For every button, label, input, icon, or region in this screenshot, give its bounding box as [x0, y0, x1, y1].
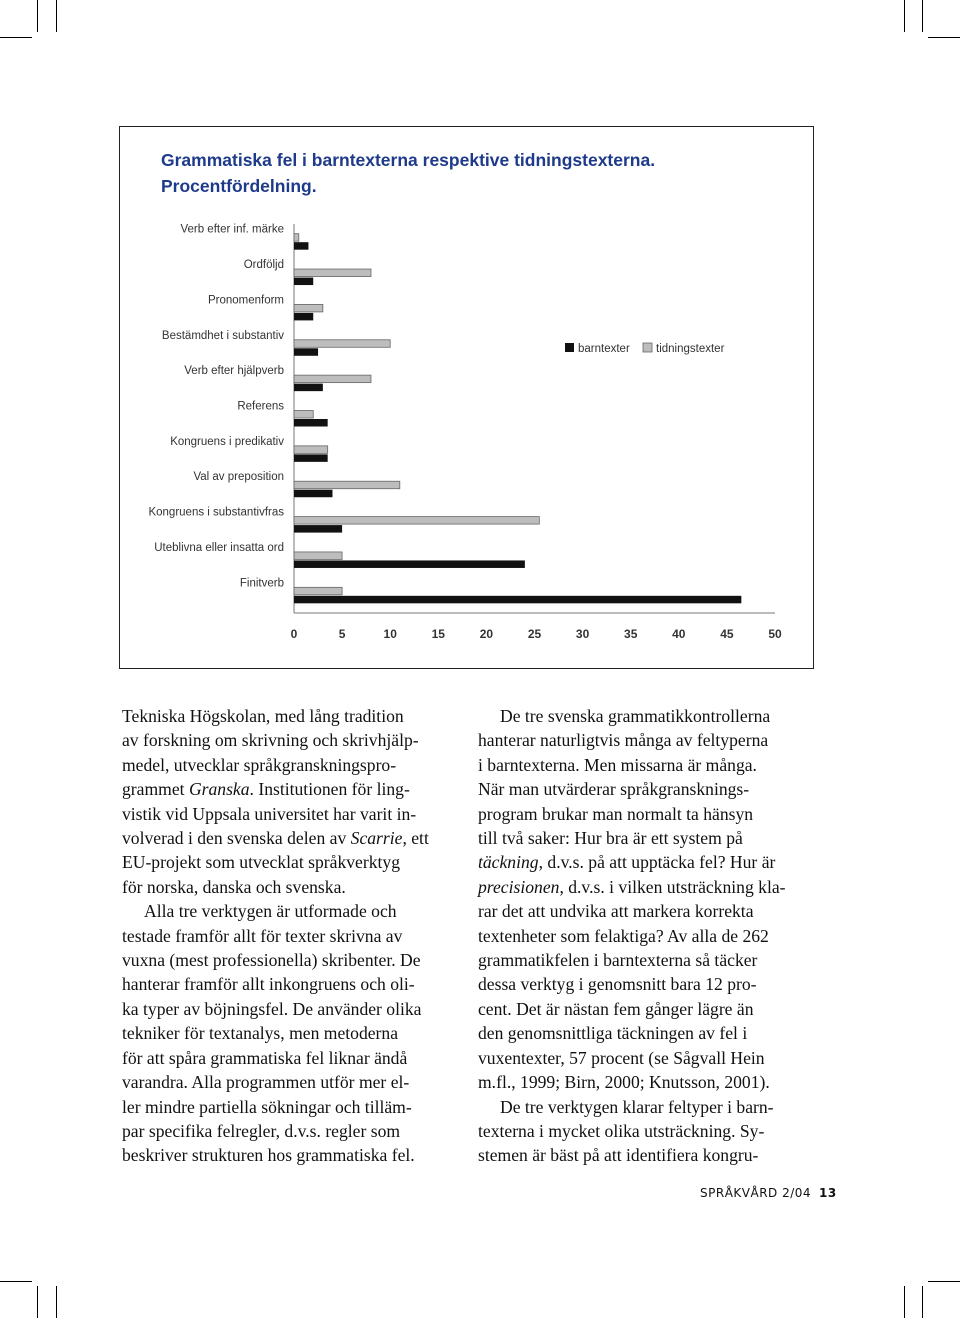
bar-barntexter	[294, 384, 323, 392]
legend-swatch-barntexter	[565, 343, 574, 352]
x-tick-label: 5	[338, 627, 346, 641]
category-label: Ordföljd	[243, 259, 284, 272]
italic-term: precisionen	[478, 876, 560, 897]
bar-tidningstexter	[294, 234, 299, 242]
right-paragraph-1: De tre svenska grammatikkontrollerna hanterar naturligtvis många av feltyperna i barntexterna. Men missarna är många. När man utvärderar språkgransknings- program brukar man normalt ta hänsyn till två saker: Hur bra är ett system på täckning, d.v.s. på att upptäcka fel? Hur är precisionen, d.v.s. i vilken utsträckning kla- rar det att undvika att markera korrekta textenheter som felaktiga? Av alla de 262 grammatikfelen i barntexterna så täcker dessa verktyg i genomsnitt bara 12 pro- cent. Det är nästan fem gånger lägre än den genomsnittliga täckningen av fel i vuxentexter, 57 procent (se Sågvall Hein m.fl., 1999; Birn, 2000; Knutsson, 2001).	[478, 706, 786, 1093]
left-paragraph-2: Alla tre verktygen är utformade och testade framför allt för texter skrivna av vuxna (mest professionella) skribenter. De hanterar framför allt inkongruens och oli- ka typer av böjningsfel. De använder olika tekniker för textanalys, men metoderna för att spåra grammatiska fel liknar ändå varandra. Alla programmen utför mer el- ler mindre partiella sökningar och tilläm- par specifika felregler, d.v.s. regler som beskriver strukturen hos grammatiska fel.	[122, 901, 422, 1166]
bar-barntexter	[294, 278, 313, 286]
bar-barntexter	[294, 454, 328, 462]
bar-barntexter	[294, 525, 342, 533]
bar-tidningstexter	[294, 587, 342, 595]
italic-term: täckning	[478, 852, 539, 873]
bar-tidningstexter	[294, 552, 342, 560]
bar-barntexter	[294, 596, 741, 604]
x-tick-label: 40	[672, 627, 686, 641]
italic-term: Scarrie	[350, 828, 403, 849]
x-tick-label: 50	[768, 627, 782, 641]
category-label: Verb efter inf. märke	[180, 223, 284, 236]
x-tick-label: 10	[383, 627, 397, 641]
bar-tidningstexter	[294, 446, 328, 454]
left-column	[122, 704, 459, 1168]
bar-barntexter	[294, 348, 318, 356]
italic-term: Granska	[188, 779, 250, 800]
x-tick-label: 25	[527, 627, 542, 641]
category-label: Kongruens i substantivfras	[148, 506, 284, 519]
legend-label-barntexter: barntexter	[578, 343, 630, 355]
bar-tidningstexter	[294, 411, 313, 419]
figure-title-line1: Grammatiska fel i barntexterna respektive tidningstexterna.	[161, 150, 656, 170]
right-paragraph-2: De tre verktygen klarar feltyper i barn- texterna i mycket olika utsträckning. Sy- stemen är bäst på att identifiera kongru-	[478, 1096, 774, 1166]
x-tick-label: 15	[431, 627, 445, 641]
category-label: Kongruens i predikativ	[170, 435, 284, 448]
bar-barntexter	[294, 313, 313, 321]
category-label: Val av preposition	[193, 471, 284, 484]
bar-tidningstexter	[294, 340, 390, 348]
figure-box	[119, 126, 814, 669]
x-tick-label: 35	[624, 627, 638, 641]
bar-barntexter	[294, 242, 308, 250]
x-tick-label: 0	[290, 627, 298, 641]
right-column	[478, 704, 814, 1168]
left-paragraph-1: Tekniska Högskolan, med lång tradition av forskning om skrivning och skrivhjälp- medel, utvecklar språkgranskningspro- grammet Granska. Institutionen för ling- vistik vid Uppsala universitet har varit in- volverad i den svenska delen av Scarrie, ett EU-projekt som utvecklat språkverktyg för norska, danska och svenska.	[122, 706, 429, 897]
x-tick-label: 20	[479, 627, 494, 641]
category-label: Finitverb	[239, 577, 284, 590]
journal-name: SPRÅKVÅRD 2/04	[700, 1186, 812, 1200]
bar-tidningstexter	[294, 517, 539, 525]
bar-tidningstexter	[294, 269, 371, 277]
bar-tidningstexter	[294, 304, 323, 312]
page-number: 13	[819, 1186, 837, 1200]
x-tick-label: 45	[720, 627, 734, 641]
category-label: Bestämdhet i substantiv	[161, 329, 284, 342]
bar-barntexter	[294, 560, 525, 568]
category-label: Verb efter hjälpverb	[184, 365, 284, 378]
bar-chart	[120, 127, 812, 667]
figure-title-line2: Procentfördelning.	[161, 176, 317, 196]
bar-barntexter	[294, 419, 328, 427]
x-tick-label: 30	[575, 627, 590, 641]
category-label: Pronomenform	[207, 294, 284, 307]
page-footer	[700, 1186, 837, 1200]
bar-barntexter	[294, 490, 332, 498]
legend-swatch-tidningstexter	[643, 343, 652, 352]
legend-label-tidningstexter: tidningstexter	[656, 343, 725, 355]
category-label: Referens	[237, 400, 284, 413]
bar-tidningstexter	[294, 481, 400, 489]
bar-tidningstexter	[294, 375, 371, 383]
category-label: Uteblivna eller insatta ord	[154, 541, 284, 554]
